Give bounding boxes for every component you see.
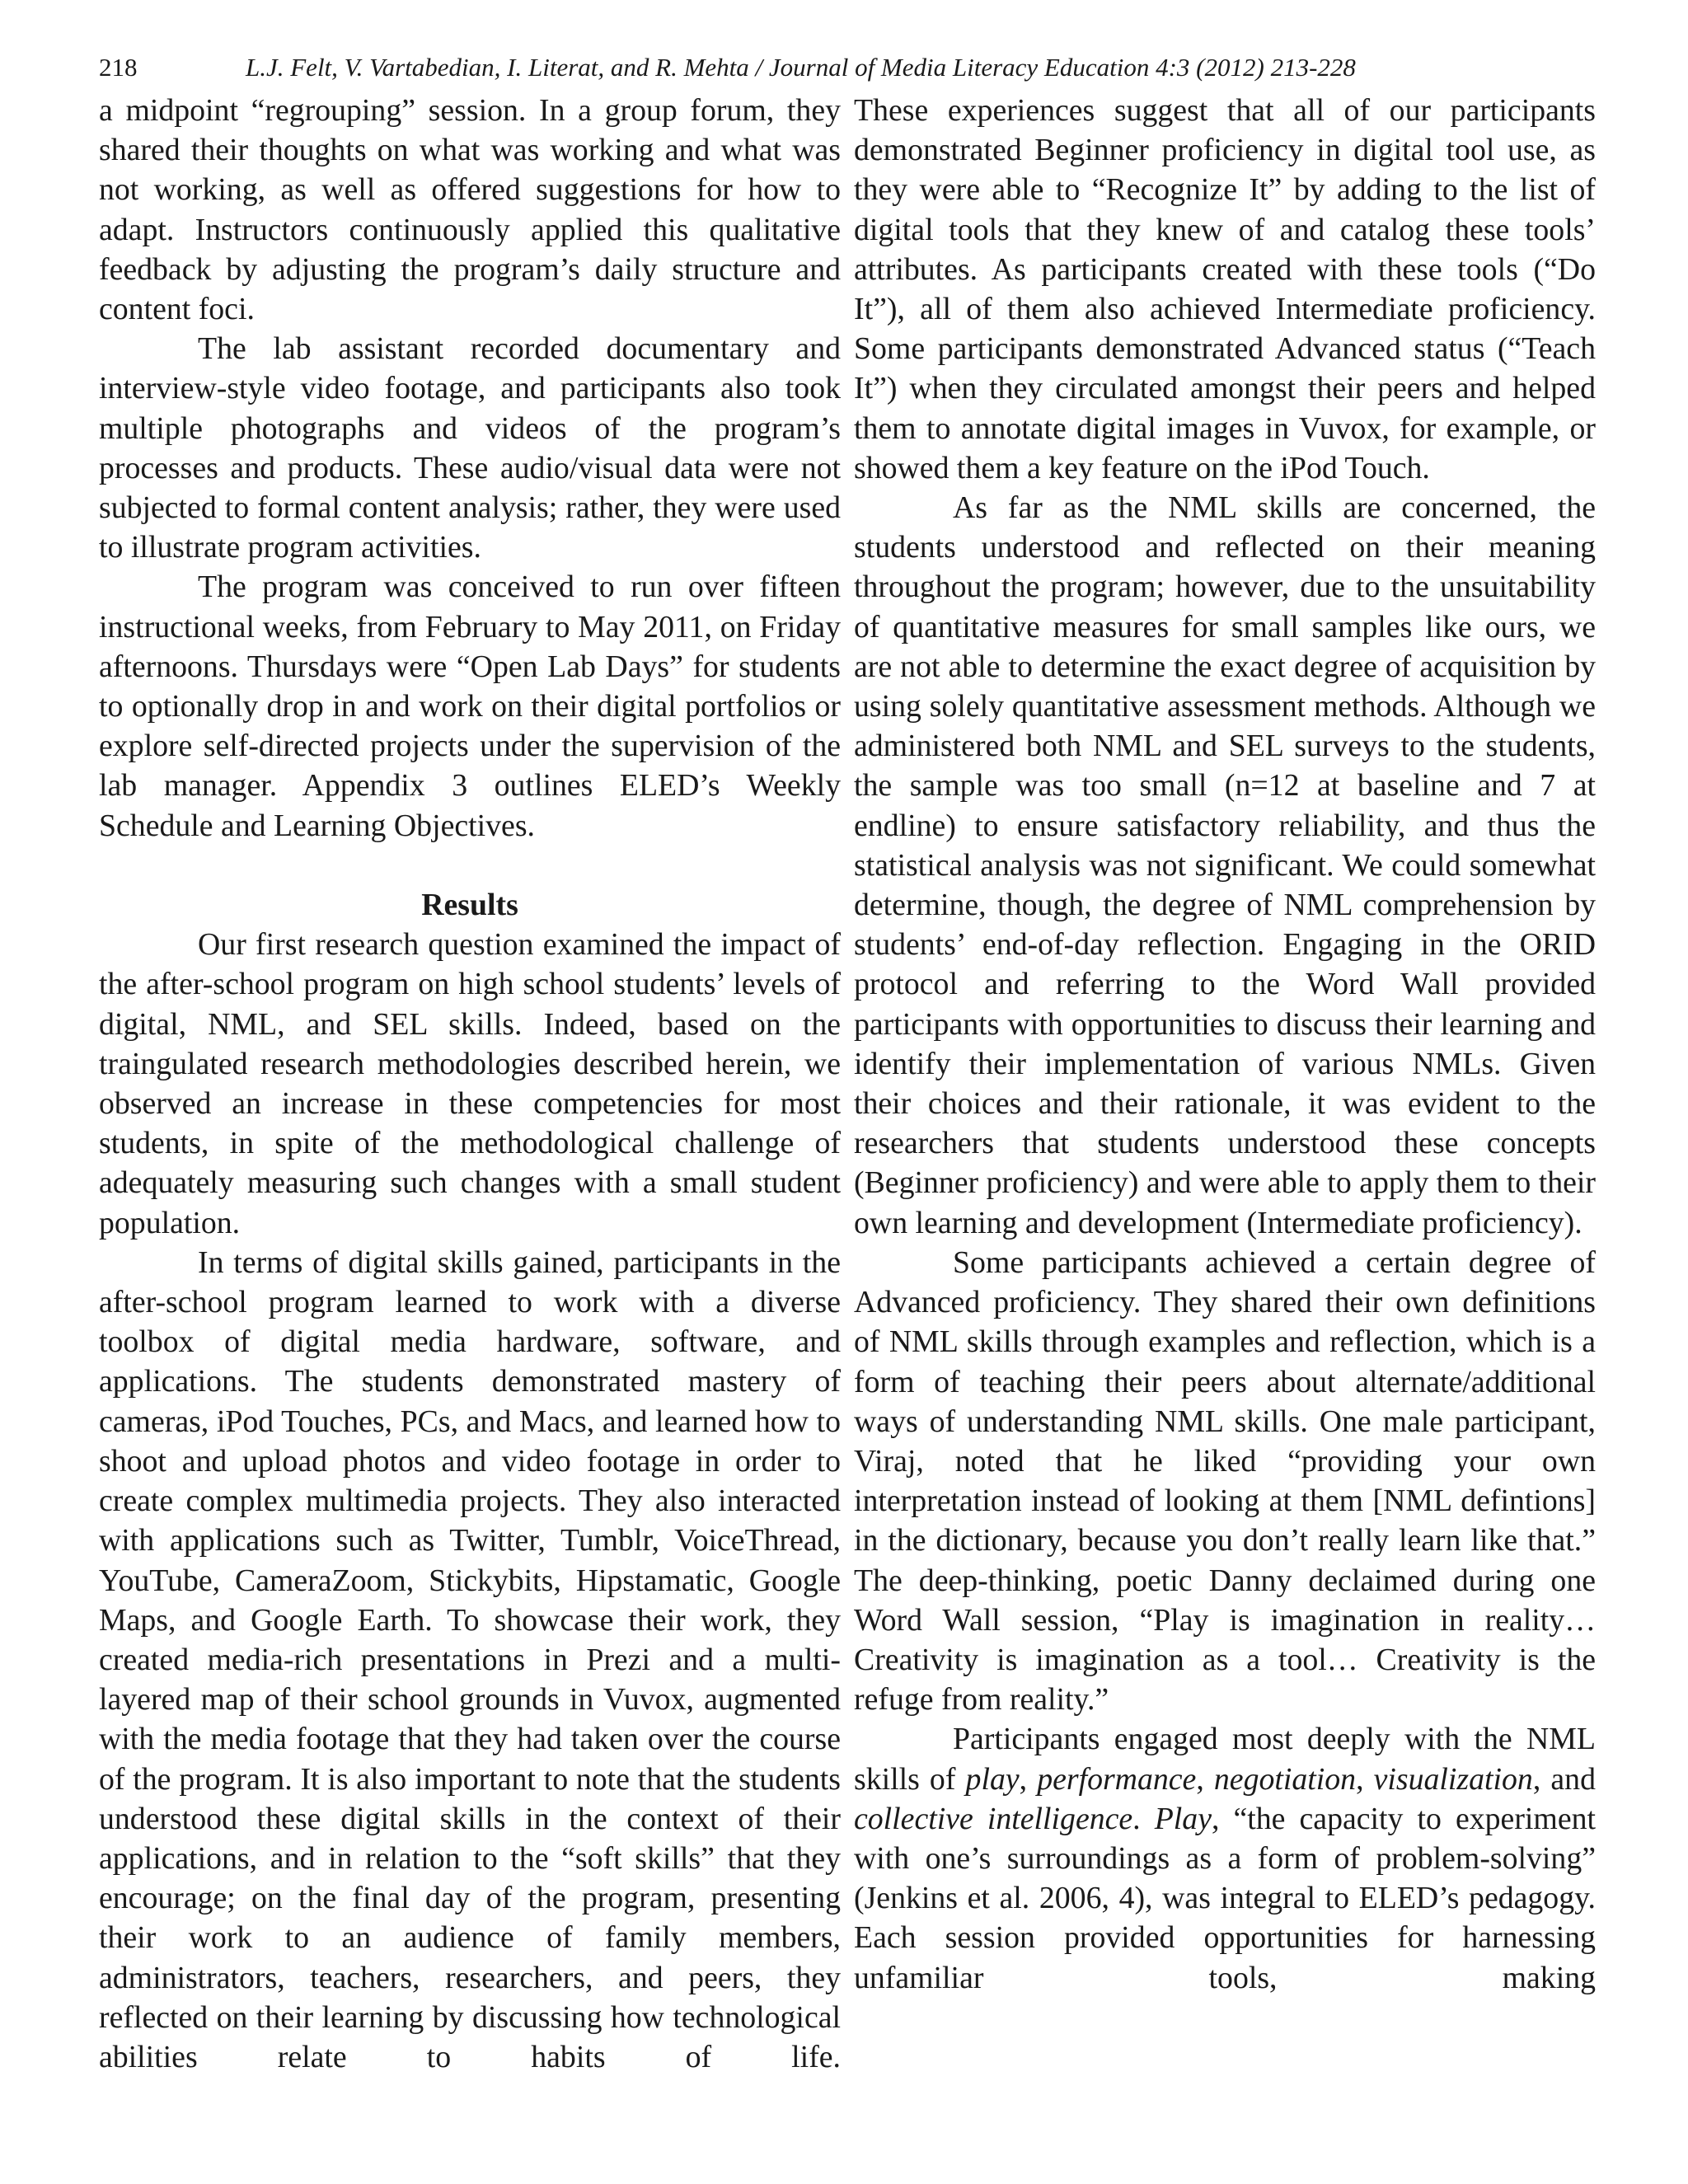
page-number: 218 (99, 53, 138, 82)
paragraph-nml-skills: As far as the NML skills are concerned, the students understood and reflected on their meaning throughout the program; however, due to the unsuitability of quantitative measures for small samples like ours, we are not able to determine the exact degree of acquisition by using solely quantitative assessment methods. Although we administered both NML and SEL surveys to the students, the sample was too small (n=12 at baseline and 7 at endline) to ensure satisfactory reliability, and thus the statistical analysis was not significant. We could somewhat determine, though, the degree of NML comprehension by students’ end-of-day reflection. Engaging in the ORID protocol and referring to the Word Wall provided participants with opportunities to discuss their learning and identify their implementation of various NMLs. Given their choices and their rationale, it was evident to the researchers that students understood these concepts (Beginner proficiency) and were able to apply them to their own learning and development (Intermediate proficiency). (854, 490, 1596, 1240)
paragraph-research-question: Our first research question examined the impact of the after-school program on high school students’ levels of digital, NML, and SEL skills. Indeed, based on the traingulated research methodologies described herein, we observed an increase in these competencies for most students, in spite of the methodological challenge of adequately measuring such changes with a small student population. (99, 927, 841, 1240)
paragraph-advanced-proficiency: Some participants achieved a certain degree of Advanced proficiency. They shared their own definitions of NML skills through examples and reflection, which is a form of teaching their peers about alternate/additional ways of understanding NML skills. One male participant, Viraj, noted that he liked “providing your own interpretation instead of looking at them [NML defintions] in the dictionary, because you don’t really learn like that.” The deep-thinking, poetic Danny declaimed during one Word Wall session, “Play is imagination in reality… Creativity is imagination as a tool… Creativity is the refuge from reality.” (854, 1244, 1596, 1718)
text-run: Participants engaged most deeply with the NML skills of (854, 1722, 1596, 1797)
right-column (854, 91, 1596, 1998)
term-negotiation: negotiation (1213, 1761, 1357, 1797)
text-run: , (1356, 1761, 1374, 1797)
running-header (99, 51, 1591, 89)
term-play-definition: Play (1154, 1801, 1212, 1836)
term-collective-intelligence: collective intelligence (854, 1801, 1133, 1836)
paragraph-lab-assistant: The lab assistant recorded documentary and interview-style video footage, and participants also took multiple photographs and videos of the program’s processes and products. These audio/visual data were not subjected to formal content analysis; rather, they were used to illustrate program activities. (99, 331, 841, 565)
section-heading-results: Results (421, 888, 518, 923)
term-visualization: visualization (1373, 1761, 1533, 1797)
text-run: , (1019, 1761, 1038, 1797)
paragraph-proficiency-levels: These experiences suggest that all of our participants demonstrated Beginner proficiency in digital tool use, as they were able to “Recognize It” by adding to the list of digital tools that they knew of and catalog these tools’ attributes. As participants created with these tools (“Do It”), all of them also achieved Intermediate proficiency. Some participants demonstrated Advanced status (“Teach It”) when they circulated amongst their peers and helped them to annotate digital images in Vuvox, for example, or showed them a key feature on the iPod Touch. (854, 93, 1596, 485)
paragraph-digital-skills: In terms of digital skills gained, participants in the after-school program learned to work with a diverse toolbox of digital media hardware, software, and applications. The students demonstrated mastery of cameras, iPod Touches, PCs, and Macs, and learned how to shoot and upload photos and video footage in order to create complex multimedia projects. They also interacted with applications such as Twitter, Tumblr, VoiceThread, YouTube, CameraZoom, Stickybits, Hipstamatic, Google Maps, and Google Earth. To showcase their work, they created media-rich presentations in Prezi and a multi-layered map of their school grounds in Vuvox, augmented with the media footage that they had taken over the course of the program. It is also important to note that the students understood these digital skills in the context of their applications, and in relation to the “soft skills” that they encourage; on the final day of the program, presenting their work to an audience of family members, administrators, teachers, researchers, and peers, they reflected on their learning by discussing how technological abilities relate to habits of life. (99, 1244, 841, 2074)
term-performance: performance (1037, 1761, 1197, 1797)
text-run: , (1196, 1761, 1214, 1797)
paragraph-regrouping: a midpoint “regrouping” session. In a group forum, they shared their thoughts on what was working and what was not working, as well as offered suggestions for how to adapt. Instructors continuously applied this qualitative feedback by adjusting the program’s daily structure and content foci. (99, 93, 841, 327)
text-run: , and (1532, 1761, 1596, 1797)
left-column (99, 91, 841, 2077)
text-run: . (1132, 1801, 1155, 1836)
paragraph-nml-engagement (854, 1719, 1596, 1997)
text-run: , “the capacity to experiment with one’s surroundings as a form of problem-solving” (Jenkins et al. 2006, 4), was integral to ELED’s pedagogy. Each session provided opportunities for harnessing unfamiliar tools, making (854, 1801, 1596, 1995)
paragraph-program-schedule: The program was conceived to run over fifteen instructional weeks, from February to May 2011, on Friday afternoons. Thursdays were “Open Lab Days” for students to optionally drop in and work on their digital portfolios or explore self-directed projects under the supervision of the lab manager. Appendix 3 outlines ELED’s Weekly Schedule and Learning Objectives. (99, 569, 841, 843)
running-head-citation: L.J. Felt, V. Vartabedian, I. Literat, and R. Mehta / Journal of Media Literacy Education 4:3 (2012) 213-228 (246, 53, 1356, 82)
term-play: play (965, 1761, 1020, 1797)
